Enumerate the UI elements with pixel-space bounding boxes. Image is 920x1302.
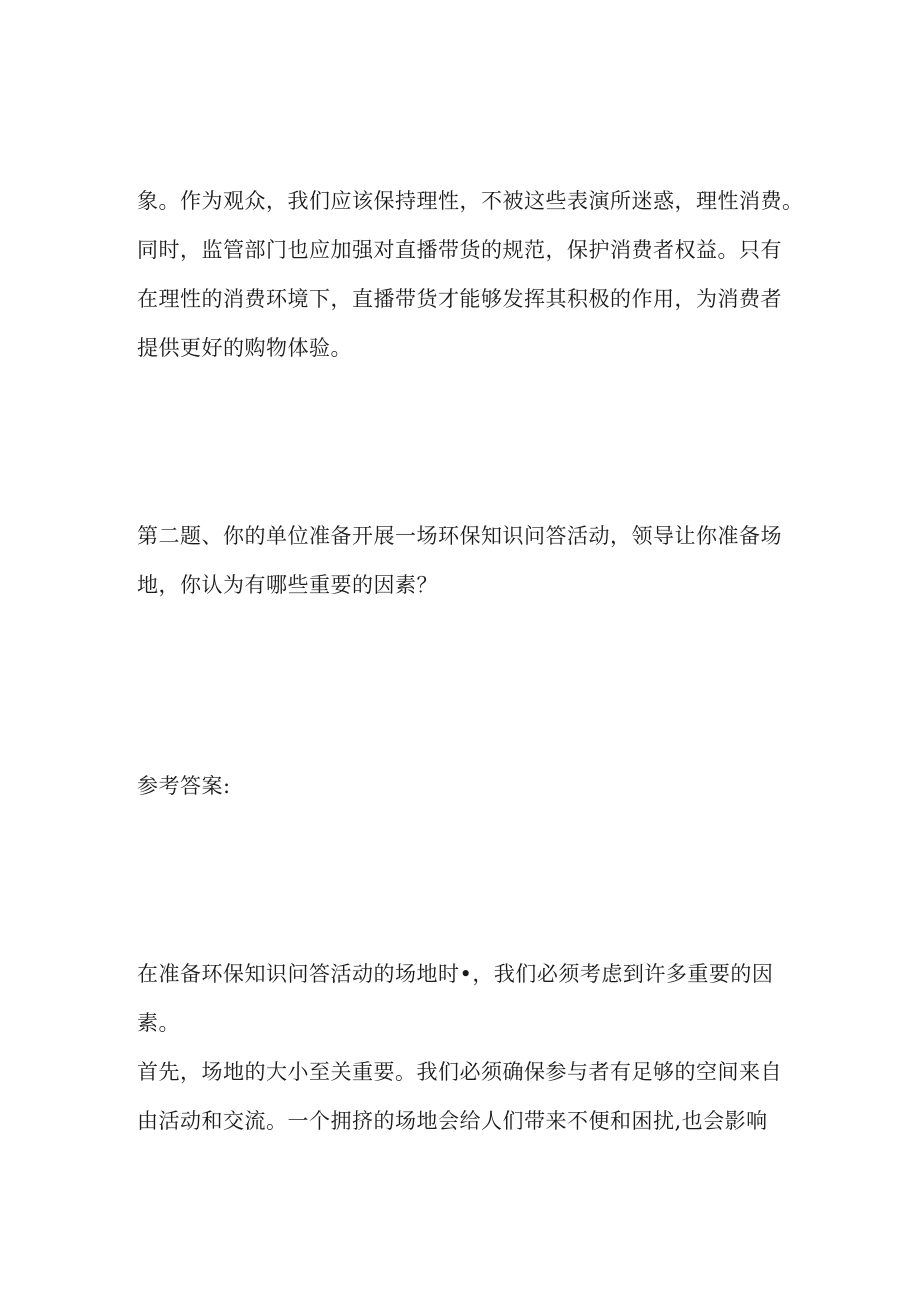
answer-line: 素。 [137,1011,180,1035]
text-line: 象。作为观众，我们应该保持理性，不被这些表演所迷惑，理性消费。 [137,189,804,213]
answer-line: 在准备环保知识问答活动的场地时•，我们必须考虑到许多重要的因 [137,962,774,986]
text-line: 同时，监管部门也应加强对直播带货的规范，保护消费者权益。只有 [137,238,782,262]
question-line: 地，你认为有哪些重要的因素？ [137,573,438,597]
answer-heading: 参考答案: [137,774,231,798]
question-line: 第二题、你的单位准备开展一场环保知识问答活动，领导让你准备场 [137,524,782,548]
text-line: 提供更好的购物体验。 [137,336,352,360]
text-line: 在理性的消费环境下，直播带货才能够发挥其积极的作用，为消费者 [137,287,782,311]
answer-line: 首先，场地的大小至关重要。我们必须确保参与者有足够的空间来自 [137,1060,782,1084]
answer-line: 由活动和交流。一个拥挤的场地会给人们带来不便和困扰,也会影响 [137,1109,768,1133]
